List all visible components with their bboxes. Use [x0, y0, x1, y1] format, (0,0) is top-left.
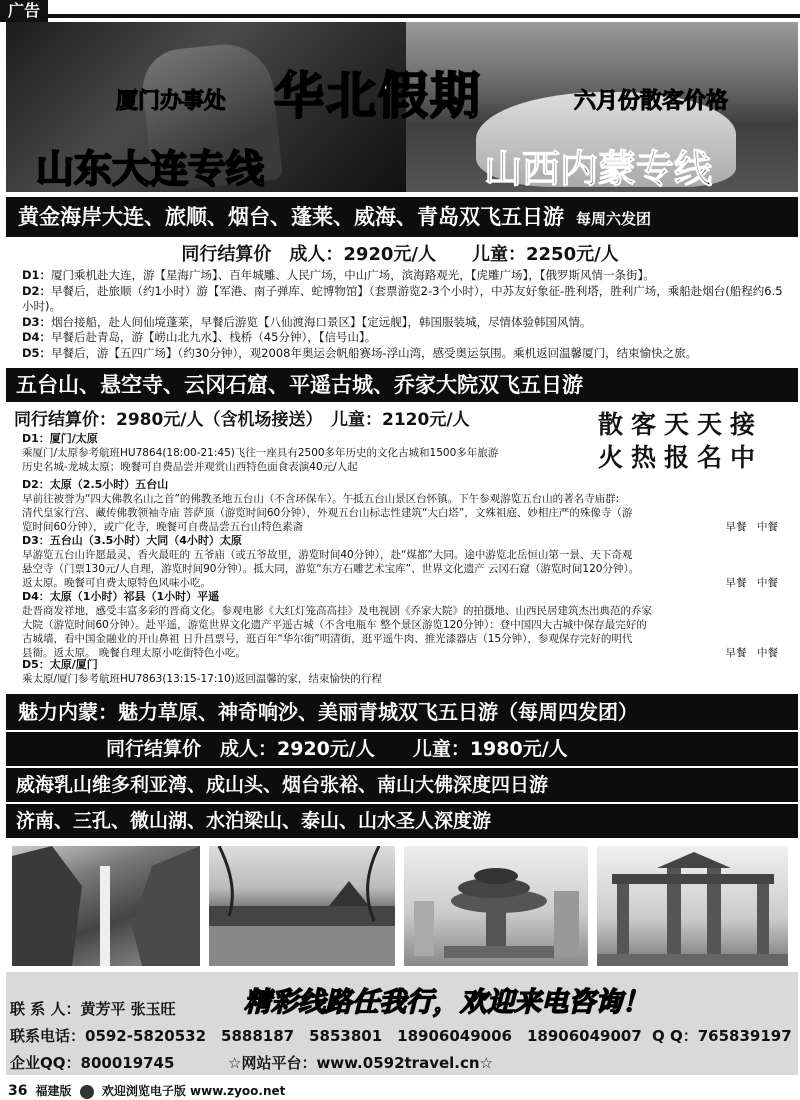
- day-line: 清代皇家行宫、藏传佛教领袖寺庙 菩萨顶（游览时间60分钟），外观五台山标志性建筑“大白塔”，文殊祖庭、妙相庄严的殊像寺（游: [22, 507, 633, 519]
- route2-day: [22, 478, 792, 534]
- slogan-line: 火热报名中: [598, 443, 764, 472]
- day-label: D3：: [22, 314, 52, 329]
- route2-day: [22, 432, 792, 474]
- day-label: D2：: [22, 283, 52, 298]
- day-line: 乘厦门/太原参考航班HU7864(18:00-21:45)飞往一座具有2500多年历史的文化古城和1500多年旅游: [22, 447, 499, 459]
- day-line: 早游览五台山许愿最灵、香火最旺的 五爷庙（或五爷故里，游览时间40分钟），赴“煤都”大同。途中游览北岳恒山第一景、天下奇观: [22, 549, 633, 561]
- day-line-wrap: [22, 520, 792, 534]
- meal-info: 早餐 中餐: [725, 647, 778, 659]
- banner-office: 厦门办事处: [116, 89, 227, 114]
- slogan-line: 散客天天接: [598, 410, 764, 439]
- day-line: 乘太原/厦门参考航班HU7863(13:15-17:10)返回温馨的家，结束愉快的行程: [22, 673, 382, 685]
- footer-edition: 福建版: [35, 1084, 72, 1098]
- day-label: D1：: [22, 268, 52, 282]
- day-heading: D1：厦门/太原: [22, 432, 98, 445]
- contact-company-qq: 企业QQ：800019745: [10, 1054, 175, 1072]
- banner-line-right: 山西内蒙专线: [484, 147, 713, 191]
- route3-title-bar: [6, 694, 798, 730]
- banner-main-title: 华北假期: [274, 67, 482, 125]
- day-line: 古城墙，看中国金融业的开山鼻祖 日升昌票号，逛百年“华尔街”明清街，逛平遥牛肉、推光漆器店（15分钟），参观保存完好的明代: [22, 633, 633, 645]
- route1-title-bar: [6, 197, 798, 237]
- route2-day: [22, 590, 792, 660]
- route3-price: 同行结算价 成人：2920元/人 儿童：1980元/人: [106, 738, 568, 760]
- day-line-wrap: [22, 576, 792, 590]
- banner-line-left: 山东大连专线: [36, 147, 265, 191]
- footer-text: 欢迎浏览电子版 www.zyoo.net: [101, 1084, 286, 1098]
- photo-strip: [12, 846, 788, 966]
- contact-website[interactable]: ☆网站平台：www.0592travel.cn☆: [228, 1054, 494, 1072]
- day-text: 烟台接船，赴人间仙境蓬莱，早餐后游览【八仙渡海口景区】【定远舰】，韩国服装城，尽情体验韩国风情。: [51, 314, 592, 329]
- route1-itinerary: [22, 268, 792, 361]
- day-heading: D3：五台山（3.5小时）大同（4小时）太原: [22, 534, 242, 547]
- photo-gorge: [12, 846, 200, 966]
- route1-day: [22, 330, 792, 346]
- day-heading: D5：太原/厦门: [22, 658, 98, 671]
- route2-title-bar: [6, 368, 798, 402]
- photo-gate-art: [597, 846, 788, 966]
- day-text: 早餐后赴青岛，游【崂山北九水】、栈桥（45分钟），【信号山】。: [51, 330, 377, 344]
- route3-title: 魅力内蒙：魅力草原、神奇响沙、美丽青城双飞五日游（每周四发团）: [18, 700, 638, 724]
- route4-title-bar: [6, 768, 798, 802]
- route2-price: 同行结算价：2980元/人（含机场接送） 儿童：2120元/人: [14, 410, 470, 430]
- route1-day: [22, 346, 792, 362]
- route1-day: [22, 315, 792, 331]
- route1-price: 同行结算价 成人：2920元/人 儿童：2250元/人: [181, 244, 619, 265]
- meal-info: 早餐 中餐: [725, 521, 778, 533]
- route1-schedule: 每周六发团: [576, 210, 652, 228]
- day-line: 赴晋商发祥地，感受丰富多彩的晋商文化。参观电影《大红灯笼高高挂》及电视剧《乔家大院》的拍摄地、山西民居建筑杰出典范的乔家: [22, 605, 652, 617]
- contact-qq: Q Q：765839197: [652, 1027, 792, 1045]
- photo-square-art: [404, 846, 588, 966]
- route1-title: 黄金海岸大连、旅顺、烟台、蓬莱、威海、青岛双飞五日游: [18, 205, 564, 229]
- photo-may-fourth-square: [404, 846, 588, 966]
- route1-day: [22, 268, 792, 284]
- route2-day: [22, 658, 792, 686]
- day-text: 早餐后，游【五四广场】（约30分钟），观2008年奥运会帆船赛场-浮山湾，感受奥运氛围。乘机返回温馨厦门，结束愉快之旅。: [51, 345, 698, 360]
- contact-tagline: 精彩线路任我行，欢迎来电咨询！: [244, 987, 649, 1018]
- day-line: 返太原。晚餐可自费太原特色风味小吃。: [22, 577, 211, 589]
- top-rule: [48, 14, 800, 18]
- day-line: 历史名城-龙城太原；晚餐可自费品尝并观赏山西特色面食表演40元/人起: [22, 461, 358, 473]
- photo-lake-art: [209, 846, 395, 966]
- route1-day: [22, 284, 792, 315]
- route2-title: 五台山、悬空寺、云冈石窟、平遥古城、乔家大院双飞五日游: [16, 373, 583, 397]
- photo-lake-pavilion: [209, 846, 395, 966]
- route4-title: 威海乳山维多利亚湾、成山头、烟台张裕、南山大佛深度四日游: [16, 774, 549, 796]
- page-footer: [8, 1082, 285, 1099]
- banner-subtitle: 六月份散客价格: [574, 89, 729, 114]
- day-heading: D4：太原（1小时）祁县（1小时）平遥: [22, 590, 220, 603]
- day-heading: D2：太原（2.5小时）五台山: [22, 478, 169, 491]
- day-line: 早前往被誉为“四大佛教名山之首”的佛教圣地五台山（不含环保车）。午抵五台山景区台怀镇。下午参观游览五台山的著名寺庙群:: [22, 493, 620, 505]
- day-line: 大院（游览时间60分钟）。赴平遥，游览世界文化遗产平遥古城（不含电瓶车 整个景区游览120分钟）：登中国四大古城中保存最完好的: [22, 619, 647, 631]
- footer-logo-icon: [80, 1085, 94, 1099]
- page-number: 36: [8, 1083, 28, 1099]
- photo-gorge-art: [12, 846, 200, 966]
- contact-phones: 联系电话：0592-5820532 5888187 5853801 18906049006 18906049007: [10, 1027, 642, 1045]
- meal-info: 早餐 中餐: [725, 577, 778, 589]
- banner: [6, 22, 798, 192]
- day-label: D5：: [22, 345, 52, 360]
- day-line: 县衙。返太原。 晚餐自理太原小吃街特色小吃。: [22, 647, 246, 659]
- day-line: 览时间60分钟），或广化寺，晚餐可自费品尝五台山特色素斋: [22, 521, 304, 533]
- day-text: 厦门乘机赴大连，游【星海广场】、百年城雕、人民广场，中山广场，滨海路观光，【虎雕广场】，【俄罗斯风情一条街】。: [51, 268, 655, 282]
- day-line: 悬空寺（门票130元/人自理，游览时间90分钟）。抵大同，游览“东方石雕艺术宝库”、世界文化遗产 云冈石窟（游览时间120分钟）。: [22, 563, 640, 575]
- route5-title: 济南、三孔、微山湖、水泊梁山、泰山、山水圣人深度游: [16, 810, 492, 832]
- photo-stone-gate: [597, 846, 788, 966]
- route2-day: [22, 534, 792, 590]
- ad-tag: 广告: [0, 0, 48, 22]
- route3-price-bar: [6, 732, 798, 766]
- route5-title-bar: [6, 804, 798, 838]
- day-text: 早餐后，赴旅顺（约1小时）游【军港、南子弹库、蛇博物馆】（套票游览2-3个小时），中苏友好象征-胜利塔，胜利广场，乘船赴烟台(船程约6.5小时)。: [22, 283, 783, 313]
- contact-person: 联 系 人：黄芳平 张玉旺: [10, 1000, 176, 1018]
- day-label: D4：: [22, 330, 52, 344]
